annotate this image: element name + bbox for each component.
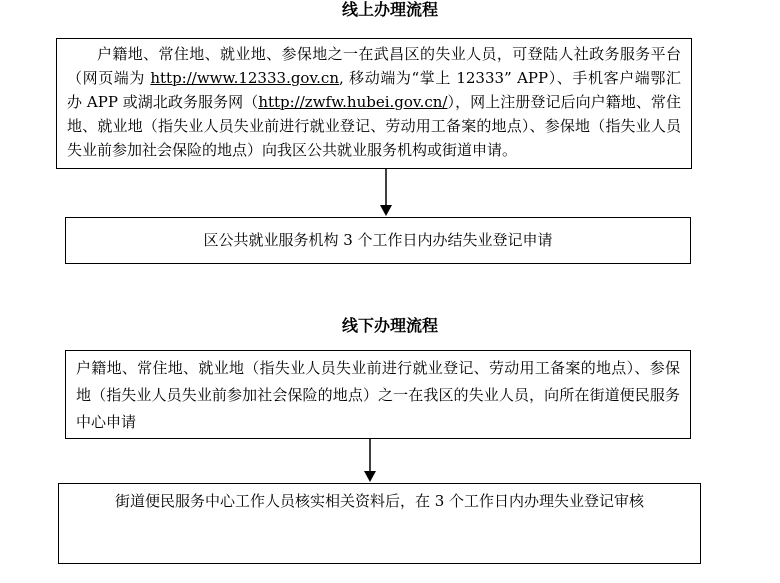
website-link-hubei[interactable]: http://zwfw.hubei.gov.cn/	[258, 93, 448, 111]
offline-process-title: 线下办理流程	[341, 316, 438, 335]
offline-step-1-box	[65, 350, 691, 439]
online-step-1-text-part1: 户籍地、常住地、就业地、参保地之一在武昌区的失业人员，可登陆人社政务服务平台（网页端为	[67, 45, 681, 87]
online-step-1-text-part2: , 移动端为“掌上 12333” APP）、手机客户端鄂汇办 APP 或湖北政务服务网（	[67, 69, 681, 111]
offline-step-2-text: 街道便民服务中心工作人员核实相关资料后，在 3 个工作日内办理失业登记审核	[114, 492, 645, 510]
online-step-1-box	[56, 38, 692, 169]
website-link-12333[interactable]: http://www.12333.gov.cn	[150, 69, 339, 87]
online-step-1-text	[67, 42, 681, 162]
online-flow-arrow	[378, 169, 394, 217]
offline-flow-arrow	[362, 439, 378, 483]
online-step-2-text: 区公共就业服务机构 3 个工作日内办结失业登记申请	[203, 231, 553, 249]
online-process-title: 线上办理流程	[341, 0, 438, 19]
offline-step-2-box	[58, 483, 701, 564]
online-step-2-box	[65, 217, 691, 264]
online-step-1-text-part3: ），网上注册登记后向户籍地、常住地、就业地（指失业人员失业前进行就业登记、劳动用工备案的地点）、参保地（指失业人员失业前参加社会保险的地点）向我区公共就业服务机构或街道申请。	[67, 93, 681, 159]
offline-step-1-text: 户籍地、常住地、就业地（指失业人员失业前进行就业登记、劳动用工备案的地点）、参保地（指失业人员失业前参加社会保险的地点）之一在我区的失业人员，向所在街道便民服务中心申请	[76, 359, 680, 431]
